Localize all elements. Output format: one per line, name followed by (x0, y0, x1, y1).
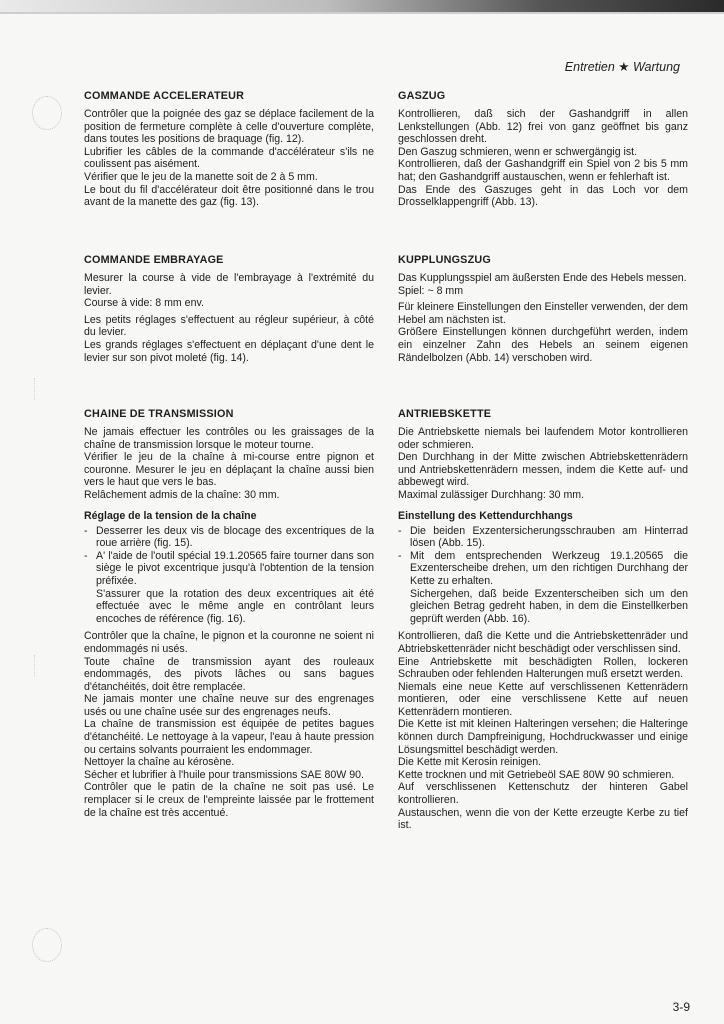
paragraph: La chaîne de transmission est équipée de petites bagues d'étanchéité. Le nettoyage à la vapeur, l'eau à haute pression ou certains solvants pourraient les endommager. (84, 718, 374, 756)
subheading: Einstellung des Kettendurchhangs (398, 509, 573, 522)
section-throttle-fr (84, 90, 374, 213)
paragraph: Course à vide: 8 mm env. (84, 297, 204, 310)
paragraph: Austauschen, wenn die von der Kette erzeugte Kerbe zu tief ist. (398, 806, 688, 832)
paragraph: Ne jamais monter une chaîne neuve sur des engrenages usés ou une chaîne usée sur des engrenages neufs. (84, 693, 374, 718)
paragraph: Nettoyer la chaîne au kérosène. (84, 756, 235, 769)
paragraph: Das Ende des Gaszuges geht in das Loch vor dem Drosselklappengriff (Abb. 13). (398, 183, 688, 209)
section-chain-de (398, 408, 688, 836)
section-clutch-de (398, 254, 688, 368)
section-heading: ANTRIEBSKETTE (398, 408, 492, 420)
paragraph: Kette trocknen und mit Getriebeöl SAE 80W 90 schmieren. (398, 768, 675, 781)
paragraph: Maximal zulässiger Durchhang: 30 mm. (398, 488, 585, 501)
paragraph: Lubrifier les câbles de la commande d'accélérateur s'ils ne coulissent pas aisément. (84, 145, 374, 171)
paragraph: Auf verschlissenen Kettenschutz der hinteren Gabel kontrollieren. (398, 781, 688, 807)
paragraph: Vérifier que le jeu de la manette soit de 2 à 5 mm. (84, 170, 318, 183)
subheading: Réglage de la tension de la chaîne (84, 509, 257, 522)
scan-top-edge (0, 0, 724, 12)
list-item-text: Die beiden Exzentersicherungsschrauben am Hinterrad lösen (Abb. 15). (410, 524, 688, 550)
list-item: - Mit dem entsprechenden Werkzeug 19.1.20565 die Exzenterscheibe drehen, um den richtigen Durchhang der Kette zu erhalten. Sichergehen, daß beide Exzenterscheiben sich um den gleichen Betrag gedreht haben, in dem die Einstellkerben geprüft werden (Abb. 16). (398, 549, 688, 625)
running-title: Entretien ★ Wartung (564, 60, 680, 74)
section-heading: COMMANDE ACCELERATEUR (84, 90, 245, 102)
scan-top-line (0, 12, 724, 14)
paragraph: Vérifier le jeu de la chaîne à mi-course entre pignon et couronne. Mesurer le jeu en déplaçant la chaîne aussi bien vers le haut que vers le bas. (84, 451, 374, 489)
paragraph: Sécher et lubrifier à l'huile pour transmissions SAE 80W 90. (84, 768, 364, 781)
paragraph: Für kleinere Einstellungen den Einsteller verwenden, der dem Hebel am nächsten ist. (398, 301, 688, 326)
section-heading: CHAINE DE TRANSMISSION (84, 408, 234, 420)
paragraph: Niemals eine neue Kette auf verschlissenen Kettenrädern montieren, oder eine verschlissene Kette auf neuen Kettenrädern montieren. (398, 680, 688, 718)
paragraph: Mesurer la course à vide de l'embrayage à l'extrémité du levier. (84, 272, 374, 297)
section-clutch-fr (84, 254, 374, 368)
paragraph: Kontrollieren, daß sich der Gashandgriff in allen Lenkstellungen (Abb. 12) frei von ganz geöffnet bis ganz geschlossen dreht. (398, 108, 688, 146)
page-number: 3-9 (672, 1000, 690, 1014)
paragraph: Die Kette mit Kerosin reinigen. (398, 756, 542, 769)
list-item-text: Mit dem entsprechenden Werkzeug 19.1.20565 die Exzenterscheibe drehen, um den richtigen Durchhang der Kette zu erhalten. (410, 549, 688, 587)
paragraph: Contrôler que le patin de la chaîne ne soit pas usé. Le remplacer si le creux de l'empreinte laissée par le frottement de la chaîne est très accentué. (84, 781, 374, 819)
list-item: - A' l'aide de l'outil spécial 19.1.20565 faire tourner dans son siège le pivot excentrique jusqu'à l'obtention de la tension préfixée. S'assurer que la rotation des deux excentriques ait été effectuée avec le même angle en contrôlant leurs encoches de référence (fig. 16). (84, 549, 374, 625)
paragraph: Die Antriebskette niemals bei laufendem Motor kontrollieren oder schmieren. (398, 426, 688, 451)
paragraph: Les petits réglages s'effectuent au régleur supérieur, à côté du levier. (84, 313, 374, 339)
section-throttle-de (398, 90, 688, 213)
paragraph: Kontrollieren, daß die Kette und die Antriebskettenräder und Abtriebskettenräder nicht beschädigt oder verschlissen sind. (398, 630, 688, 655)
paragraph: Toute chaîne de transmission ayant des rouleaux endommagés, des pivots lâches ou sans bagues d'étanchéités, doit être remplacée. (84, 655, 374, 693)
section-chain-fr (84, 408, 374, 823)
paragraph: Spiel: ~ 8 mm (398, 284, 464, 297)
scan-smudge (34, 655, 53, 677)
paragraph: Contrôler que la poignée des gaz se déplace facilement de la position de fermeture complète à celle d'ouverture complète, dans toutes les positions de braquage (fig. 12). (84, 108, 374, 146)
paragraph: Ne jamais effectuer les contrôles ou les graissages de la chaîne de transmission lorsque le moteur tourne. (84, 426, 374, 451)
paragraph: Eine Antriebskette mit beschädigten Rollen, lockeren Schrauben oder fehlenden Halterungen muß ersetzt werden. (398, 655, 688, 681)
paragraph: Den Durchhang in der Mitte zwischen Abtriebskettenrädern und Antriebskettenrädern messen, indem die Kette auf- und abbewegt wird. (398, 451, 688, 489)
steps-list (84, 525, 374, 626)
list-item-text: S'assurer que la rotation des deux excentriques ait été effectuée avec le même angle en contrôlant leurs encoches de référence (fig. 16). (96, 587, 374, 625)
paragraph: Contrôler que la chaîne, le pignon et la couronne ne soient ni endommagés ni usés. (84, 630, 374, 655)
paragraph: Die Kette ist mit kleinen Halteringen versehen; die Halteringe können durch Dampfreinigung, Hochdruckwasser und einige Lösungsmittel beschädigt werden. (398, 718, 688, 756)
section-heading: GASZUG (398, 90, 446, 102)
paragraph: Größere Einstellungen können durchgeführt werden, indem ein einzelner Zahn des Hebels an seinem eigenen Rändelbolzen (Abb. 14) verschoben wird. (398, 326, 688, 364)
list-item-text: Sichergehen, daß beide Exzenterscheiben sich um den gleichen Betrag gedreht haben, in dem die Einstellkerben geprüft werden (Abb. 16). (410, 587, 688, 625)
punch-hole-mark (32, 96, 62, 130)
section-heading: KUPPLUNGSZUG (398, 254, 491, 266)
punch-hole-mark (32, 928, 62, 962)
list-item-text: A' l'aide de l'outil spécial 19.1.20565 faire tourner dans son siège le pivot excentrique jusqu'à l'obtention de la tension préfixée. (96, 549, 374, 587)
steps-list (398, 525, 688, 626)
paragraph: Kontrollieren, daß der Gashandgriff ein Spiel von 2 bis 5 mm hat; den Gashandgriff austauschen, wenn er fehlerhaft ist. (398, 158, 688, 183)
section-heading: COMMANDE EMBRAYAGE (84, 254, 224, 266)
paragraph: Den Gaszug schmieren, wenn er schwergängig ist. (398, 145, 638, 158)
paragraph: Le bout du fil d'accélérateur doit être positionné dans le trou avant de la manette des gaz (fig. 13). (84, 183, 374, 209)
list-item-text: Desserrer les deux vis de blocage des excentriques de la roue arrière (fig. 15). (96, 524, 374, 550)
paragraph: Les grands réglages s'effectuent en déplaçant d'une dent le levier sur son pivot moleté (fig. 14). (84, 338, 374, 364)
list-item: - Die beiden Exzentersicherungsschrauben am Hinterrad lösen (Abb. 15). (398, 524, 688, 550)
paragraph: Das Kupplungsspiel am äußersten Ende des Hebels messen. (398, 272, 687, 284)
list-item: - Desserrer les deux vis de blocage des excentriques de la roue arrière (fig. 15). (84, 524, 374, 550)
paragraph: Relâchement admis de la chaîne: 30 mm. (84, 488, 280, 501)
scan-smudge (34, 378, 53, 400)
